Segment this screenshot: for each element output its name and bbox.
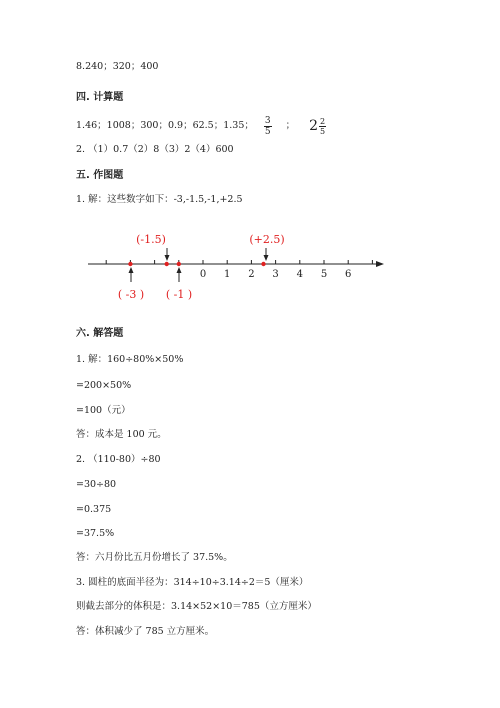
number-line-point <box>261 262 265 266</box>
section-heading-5: 五. 作图题 <box>76 170 124 181</box>
number-line-tick-label: 1 <box>224 269 231 280</box>
number-line-arrow-icon <box>376 261 384 267</box>
label-minus-3: ( -3 ) <box>117 288 145 301</box>
solution-line-5: 2. （110-80）÷80 <box>76 454 161 465</box>
number-line-ticks <box>106 260 372 280</box>
number-line-tick-label: 4 <box>296 269 303 280</box>
answer-line-8: 8.240；320；400 <box>76 61 159 72</box>
number-line-tick-label: 2 <box>248 269 255 280</box>
number-line-tick-label: 6 <box>345 269 352 280</box>
solution-line-7: =0.375 <box>76 504 112 515</box>
mixed-number: 2 $\frac{2}{5}$ <box>309 116 326 136</box>
solution-line-2: =200×50% <box>76 380 132 391</box>
separator: ； <box>285 120 296 131</box>
solution-line-9: 答：六月份比五月份增长了 37.5%。 <box>76 552 233 563</box>
solution-line-1: 1. 解：160÷80%×50% <box>76 354 184 365</box>
drawing-answer-1: 1. 解：这些数字如下：-3,-1.5,-1,+2.5 <box>76 194 243 205</box>
number-line-tick-label: 0 <box>199 269 207 280</box>
solution-line-11: 则截去部分的体积是：3.14×52×10＝785（立方厘米） <box>76 601 317 612</box>
solution-line-8: =37.5% <box>76 528 115 539</box>
arrow-down-icon <box>165 255 170 261</box>
label-minus-1: ( -1 ) <box>165 288 193 301</box>
solution-line-4: 答：成本是 100 元。 <box>76 429 167 440</box>
solution-line-6: =30÷80 <box>76 479 117 490</box>
solution-line-12: 答：体积减少了 785 立方厘米。 <box>76 626 215 637</box>
solution-line-10: 3. 圆柱的底面半径为：314÷10÷3.14÷2＝5（厘米） <box>76 577 309 588</box>
label-plus-2-5: (+2.5) <box>249 233 285 246</box>
arrow-up-icon <box>177 267 182 273</box>
calc-answer-1 <box>76 115 326 137</box>
arrow-up-icon <box>129 267 134 273</box>
number-line-tick-label: 5 <box>320 269 328 280</box>
section-heading-6: 六. 解答题 <box>76 328 124 339</box>
calc-answer-1-text: 1.46；1008；300；0.9；62.5；1.35； <box>76 120 254 131</box>
number-line-point <box>177 262 181 266</box>
section-heading-4: 四. 计算题 <box>76 92 124 103</box>
number-line-tick-label: 3 <box>272 269 279 280</box>
arrow-down-icon <box>264 255 269 261</box>
label-minus-1-5: (-1.5) <box>136 233 166 246</box>
solution-line-3: =100（元） <box>76 405 131 416</box>
number-line-point <box>165 262 169 266</box>
calc-answer-2: 2. （1）0.7（2）8（3）2（4）600 <box>76 144 234 155</box>
fraction-three-fifths: $\frac{3}{5}$ <box>264 115 271 137</box>
number-line <box>85 226 390 306</box>
number-line-point <box>128 262 132 266</box>
